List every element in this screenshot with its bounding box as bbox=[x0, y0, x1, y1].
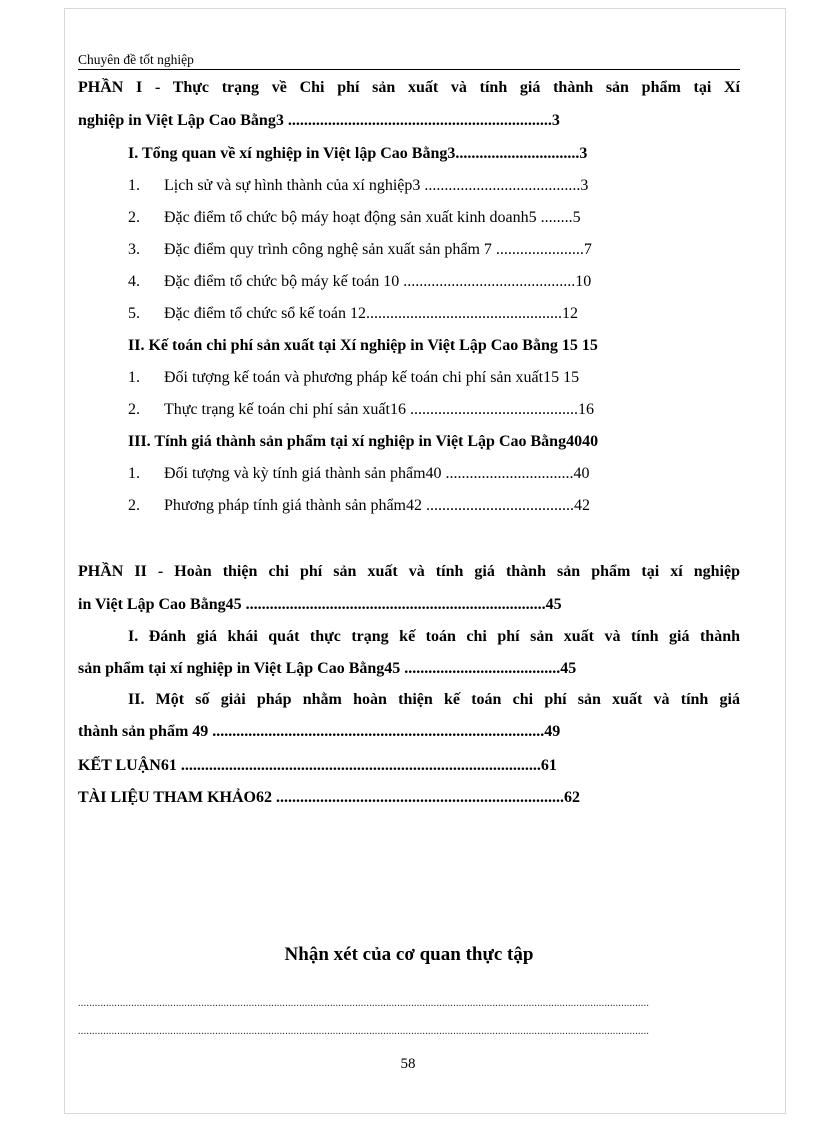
toc-part2-section1-line2[interactable]: sản phẩm tại xí nghiệp in Việt Lập Cao Bằng45 .......................................45 bbox=[78, 660, 577, 677]
toc-item-text: Đối tượng kế toán và phương pháp kế toán chi phí sản xuất15 15 bbox=[164, 369, 580, 386]
toc-conclusion[interactable]: KẾT LUẬN61 ..........................................................................................61 bbox=[78, 757, 557, 774]
toc-item-number: 3. bbox=[128, 241, 140, 258]
toc-item-number: 2. bbox=[128, 401, 140, 418]
toc-item-number: 4. bbox=[128, 273, 140, 290]
toc-item-c1[interactable] bbox=[128, 464, 662, 486]
page-number: 58 bbox=[400, 1056, 416, 1072]
toc-item-a4[interactable] bbox=[128, 272, 662, 294]
toc-item-a3[interactable] bbox=[128, 240, 662, 262]
toc-item-number: 1. bbox=[128, 369, 140, 386]
toc-part2-section2-line2[interactable]: thành sản phẩm 49 ...................................................................................49 bbox=[78, 723, 561, 740]
toc-section-1[interactable]: I. Tổng quan về xí nghiệp in Việt lập Cao Bằng3...............................3 bbox=[128, 145, 588, 162]
toc-item-number: 1. bbox=[128, 177, 140, 194]
comment-dotted-line[interactable]: ............................................................................................................................................................................................................ bbox=[78, 998, 650, 1009]
toc-references[interactable]: TÀI LIỆU THAM KHẢO62 ........................................................................62 bbox=[78, 789, 580, 806]
toc-item-a2[interactable] bbox=[128, 208, 662, 230]
toc-part2-line1[interactable]: PHẦN II - Hoàn thiện chi phí sản xuất và tính giá thành sản phẩm tại xí nghiệp bbox=[78, 563, 740, 580]
toc-item-number: 5. bbox=[128, 305, 140, 322]
toc-item-text: Đặc điểm quy trình công nghệ sản xuất sản phẩm 7 ......................7 bbox=[164, 241, 592, 258]
comment-dotted-line[interactable]: ............................................................................................................................................................................................................ bbox=[78, 1026, 650, 1037]
toc-part2-section1-line1[interactable]: I. Đánh giá khái quát thực trạng kế toán chi phí sản xuất và tính giá thành bbox=[128, 628, 740, 645]
toc-item-text: Phương pháp tính giá thành sản phẩm42 .....................................42 bbox=[164, 497, 590, 514]
toc-item-b2[interactable] bbox=[128, 400, 662, 422]
toc-item-text: Thực trạng kế toán chi phí sản xuất16 ..........................................16 bbox=[164, 401, 594, 418]
toc-part2-section2-line1[interactable]: II. Một số giải pháp nhằm hoàn thiện kế toán chi phí sản xuất và tính giá bbox=[128, 691, 740, 708]
toc-item-text: Đặc điểm tổ chức bộ máy kế toán 10 ...........................................10 bbox=[164, 273, 592, 290]
toc-item-text: Đặc điểm tổ chức bộ máy hoạt động sản xuất kinh doanh5 ........5 bbox=[164, 209, 581, 226]
toc-item-number: 1. bbox=[128, 465, 140, 482]
toc-part1-line1[interactable]: PHẦN I - Thực trạng về Chi phí sản xuất và tính giá thành sản phẩm tại Xí bbox=[78, 79, 740, 96]
toc-part2-line2[interactable]: in Việt Lập Cao Bằng45 ...........................................................................45 bbox=[78, 596, 562, 613]
toc-item-b1[interactable] bbox=[128, 368, 662, 390]
toc-section-2[interactable]: II. Kế toán chi phí sản xuất tại Xí nghiệp in Việt Lập Cao Bằng 15 15 bbox=[128, 337, 598, 354]
toc-item-number: 2. bbox=[128, 209, 140, 226]
toc-item-text: Đặc điểm tổ chức sổ kế toán 12.................................................12 bbox=[164, 305, 578, 322]
toc-section-3[interactable]: III. Tính giá thành sản phẩm tại xí nghiệp in Việt Lập Cao Bằng4040 bbox=[128, 433, 599, 450]
comment-section-title: Nhận xét của cơ quan thực tập bbox=[284, 944, 534, 965]
toc-item-text: Đối tượng và kỳ tính giá thành sản phẩm40 ................................40 bbox=[164, 465, 590, 482]
toc-item-number: 2. bbox=[128, 497, 140, 514]
toc-item-text: Lịch sử và sự hình thành của xí nghiệp3 .......................................3 bbox=[164, 177, 589, 194]
toc-item-a5[interactable] bbox=[128, 304, 662, 326]
toc-item-a1[interactable] bbox=[128, 176, 662, 198]
toc-item-c2[interactable] bbox=[128, 496, 662, 518]
running-header: Chuyên đề tốt nghiệp bbox=[78, 50, 740, 70]
toc-part1-line2[interactable]: nghiệp in Việt Lập Cao Bằng3 ..................................................................3 bbox=[78, 112, 560, 129]
